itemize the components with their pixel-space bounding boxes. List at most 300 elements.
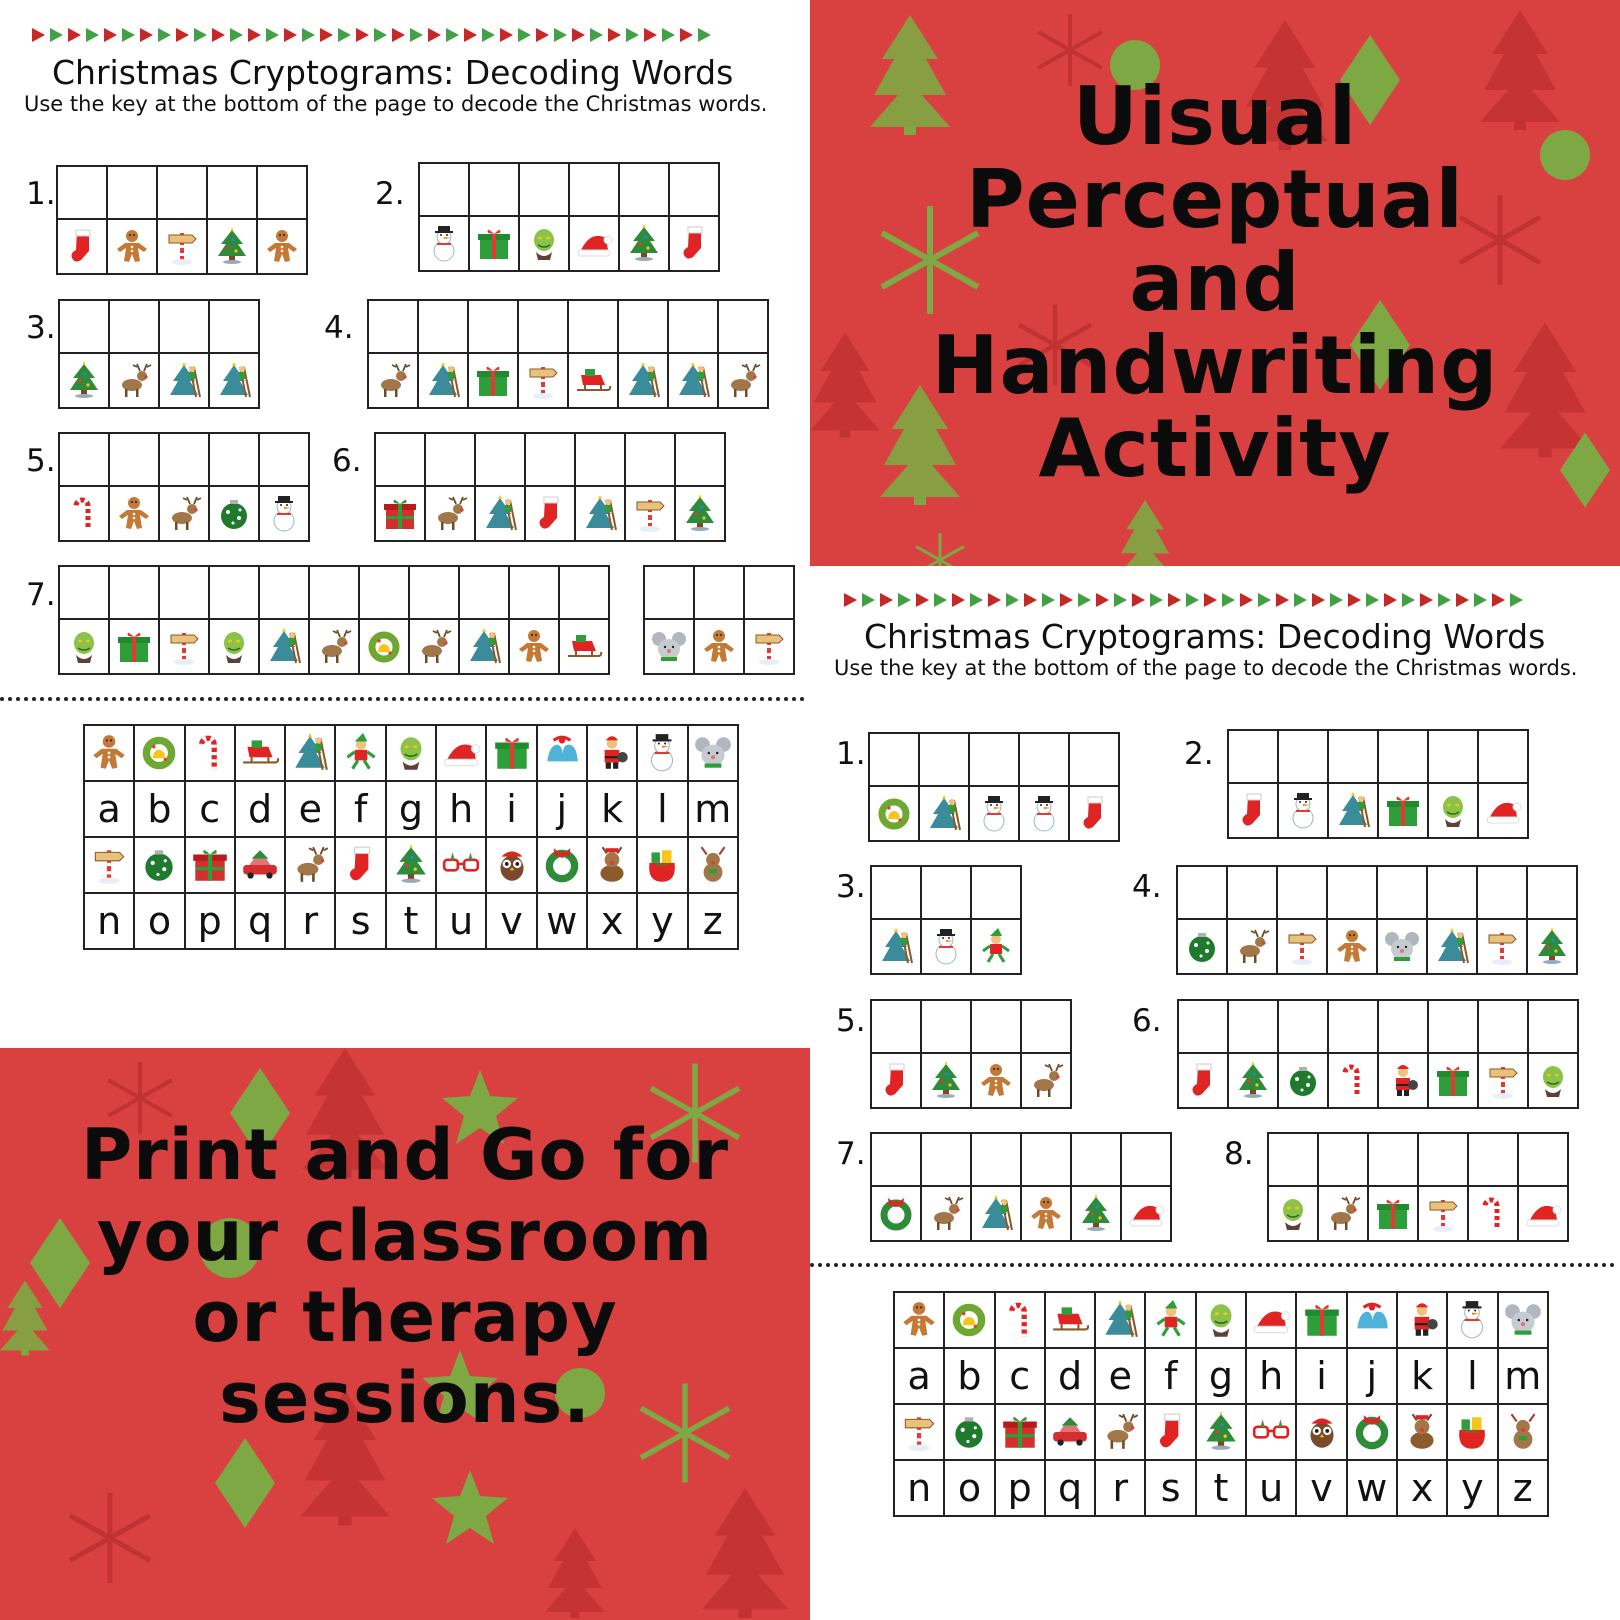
answer-box[interactable] (569, 299, 619, 354)
key-letter (1146, 1461, 1196, 1517)
bells-icon (1348, 1293, 1398, 1349)
key-letter (1297, 1349, 1347, 1405)
answer-box[interactable] (1070, 732, 1120, 787)
key-letter (538, 782, 588, 838)
answer-box[interactable] (369, 299, 419, 354)
key-letter (387, 894, 437, 950)
elf-icon (1146, 1293, 1196, 1349)
gift-icon (469, 354, 519, 409)
answer-box[interactable] (258, 165, 308, 220)
answer-box[interactable] (1122, 1132, 1172, 1187)
key-letter (996, 1461, 1046, 1517)
key-letter-text: l (657, 787, 668, 831)
stocking-icon (336, 838, 386, 894)
triangle-decoration (410, 28, 423, 42)
key-letter (1247, 1461, 1297, 1517)
answer-box[interactable] (310, 565, 360, 620)
key-letter-text: h (449, 787, 474, 831)
mouse-icon (645, 620, 695, 675)
key-letter-text: a (907, 1354, 931, 1398)
answer-box[interactable] (1479, 999, 1529, 1054)
triangle-decoration (176, 28, 189, 42)
answer-box[interactable] (920, 732, 970, 787)
wreath-bells-icon (945, 1293, 995, 1349)
gift-icon (470, 217, 520, 272)
red-gift-icon (996, 1405, 1046, 1461)
key-letter-text: j (556, 787, 568, 831)
puzzle-word (367, 299, 769, 409)
answer-box[interactable] (872, 1132, 922, 1187)
triangle-decoration (1042, 593, 1055, 607)
triangle-decoration (590, 28, 603, 42)
answer-box[interactable] (1229, 729, 1279, 784)
answer-box[interactable] (626, 432, 676, 487)
answer-box[interactable] (695, 565, 745, 620)
answer-box[interactable] (110, 432, 160, 487)
answer-box[interactable] (870, 732, 920, 787)
answer-box[interactable] (60, 299, 110, 354)
reindeer-icon (110, 354, 160, 409)
puzzle-number: 7. (836, 1136, 866, 1172)
candy-cane-icon (60, 487, 110, 542)
wreath-bells-icon (870, 787, 920, 842)
answer-box[interactable] (376, 432, 426, 487)
answer-box[interactable] (476, 432, 526, 487)
answer-box[interactable] (570, 162, 620, 217)
key-letter (638, 894, 688, 950)
answer-box[interactable] (1229, 999, 1279, 1054)
key-letter (1046, 1349, 1096, 1405)
answer-box[interactable] (1479, 729, 1529, 784)
key-letter-text: y (1461, 1466, 1484, 1510)
answer-box[interactable] (60, 432, 110, 487)
snowman-icon (638, 726, 688, 782)
key-letter (236, 894, 286, 950)
key-letter (437, 894, 487, 950)
grinch-icon (520, 217, 570, 272)
reindeer-icon (1228, 920, 1278, 975)
grinch-icon (1197, 1293, 1247, 1349)
answer-box[interactable] (526, 432, 576, 487)
key-letter-text: i (1316, 1354, 1327, 1398)
answer-box[interactable] (210, 299, 260, 354)
answer-box[interactable] (60, 565, 110, 620)
answer-box[interactable] (1469, 1132, 1519, 1187)
tree-icon (620, 217, 670, 272)
elf-ladder-icon (476, 487, 526, 542)
answer-box[interactable] (1428, 865, 1478, 920)
answer-box[interactable] (208, 165, 258, 220)
answer-box[interactable] (160, 565, 210, 620)
answer-box[interactable] (520, 162, 570, 217)
answer-box[interactable] (1072, 1132, 1122, 1187)
answer-box[interactable] (1329, 729, 1379, 784)
triangle-decoration (662, 28, 675, 42)
answer-box[interactable] (745, 565, 795, 620)
answer-box[interactable] (719, 299, 769, 354)
key-letter-text: n (907, 1466, 932, 1510)
answer-box[interactable] (210, 565, 260, 620)
triangle-decoration (1276, 593, 1289, 607)
puzzle-number: 5. (26, 443, 56, 479)
car-tree-icon (1046, 1405, 1096, 1461)
background-decoration (1110, 500, 1180, 566)
gingerbread-icon (108, 220, 158, 275)
dotted-divider (0, 697, 805, 701)
answer-box[interactable] (1228, 865, 1278, 920)
santa-hat-icon (1247, 1293, 1297, 1349)
signpost-icon (519, 354, 569, 409)
triangle-decoration (1366, 593, 1379, 607)
key-letter-text: v (1310, 1466, 1333, 1510)
gingerbread-icon (895, 1293, 945, 1349)
key-letter (1096, 1349, 1146, 1405)
wreath-bells-icon (135, 726, 185, 782)
answer-box[interactable] (260, 565, 310, 620)
key-letter (286, 782, 336, 838)
key-letter-text: m (1504, 1354, 1542, 1398)
santa-sack-icon (638, 838, 688, 894)
answer-box[interactable] (1529, 999, 1579, 1054)
stocking-icon (58, 220, 108, 275)
sleigh-icon (560, 620, 610, 675)
mouse-icon (1499, 1293, 1549, 1349)
headline-line: and (1129, 236, 1301, 329)
key-letter (1448, 1349, 1498, 1405)
key-letter-text: z (702, 899, 723, 943)
answer-box[interactable] (619, 299, 669, 354)
triangle-decoration (1474, 593, 1487, 607)
puzzle-number: 1. (836, 736, 866, 772)
answer-box[interactable] (58, 165, 108, 220)
triangle-decoration (356, 28, 369, 42)
triangle-decoration (1492, 593, 1505, 607)
triangle-decoration (1006, 593, 1019, 607)
worksheet-top (0, 0, 810, 1048)
santa-hat-icon (1519, 1187, 1569, 1242)
background-decoration (540, 1528, 610, 1618)
santa-hat-icon (437, 726, 487, 782)
grinch-icon (60, 620, 110, 675)
puzzle-number: 8. (1224, 1136, 1254, 1172)
answer-box[interactable] (1319, 1132, 1369, 1187)
answer-box[interactable] (1369, 1132, 1419, 1187)
triangle-decoration (68, 28, 81, 42)
red-gift-icon (186, 838, 236, 894)
worksheet-bottom (810, 566, 1620, 1620)
triangle-decoration (32, 28, 45, 42)
answer-box[interactable] (676, 432, 726, 487)
headline-line: Activity (1038, 402, 1392, 495)
santa-icon (1379, 1054, 1429, 1109)
triangle-decoration (194, 28, 207, 42)
triangle-decoration (1438, 593, 1451, 607)
promo-headline (0, 1115, 810, 1439)
answer-box[interactable] (158, 165, 208, 220)
owl-icon (487, 838, 537, 894)
signpost-icon (1479, 1054, 1529, 1109)
answer-box[interactable] (1022, 999, 1072, 1054)
triangle-decoration (104, 28, 117, 42)
tree-icon (60, 354, 110, 409)
triangle-decoration (626, 28, 639, 42)
candy-cane-icon (1329, 1054, 1379, 1109)
triangle-decoration (1312, 593, 1325, 607)
answer-box[interactable] (420, 162, 470, 217)
elf-ladder-icon (1329, 784, 1379, 839)
key-letter-text: n (97, 899, 122, 943)
background-decoration (215, 1438, 275, 1528)
key-letter-text: j (1366, 1354, 1378, 1398)
candy-cane-icon (996, 1293, 1046, 1349)
triangle-decoration (1168, 593, 1181, 607)
headline-line: Perceptual (966, 153, 1464, 246)
red-gift-icon (376, 487, 426, 542)
answer-box[interactable] (470, 162, 520, 217)
key-letter-text: h (1259, 1354, 1284, 1398)
key-letter (689, 782, 739, 838)
answer-box[interactable] (972, 1132, 1022, 1187)
answer-box[interactable] (260, 432, 310, 487)
tree-icon (676, 487, 726, 542)
gift-icon (1429, 1054, 1479, 1109)
tree-icon (1197, 1405, 1247, 1461)
answer-box[interactable] (1022, 1132, 1072, 1187)
elf-ladder-icon (419, 354, 469, 409)
tree-icon (922, 1054, 972, 1109)
answer-box[interactable] (576, 432, 626, 487)
answer-box[interactable] (1279, 729, 1329, 784)
triangle-decoration (1114, 593, 1127, 607)
triangle-decoration (536, 28, 549, 42)
gingerbread-icon (110, 487, 160, 542)
triangle-decoration (1132, 593, 1145, 607)
triangle-decoration (266, 28, 279, 42)
key-letter (945, 1461, 995, 1517)
key-letter-text: l (1467, 1354, 1478, 1398)
key-letter (387, 782, 437, 838)
key-letter (85, 782, 135, 838)
key-letter (135, 782, 185, 838)
answer-box[interactable] (510, 565, 560, 620)
gift-icon (487, 726, 537, 782)
answer-box[interactable] (1269, 1132, 1319, 1187)
tree-icon (387, 838, 437, 894)
answer-box[interactable] (519, 299, 569, 354)
ornament-icon (135, 838, 185, 894)
puzzle-number: 3. (836, 869, 866, 905)
elf-ladder-icon (972, 1187, 1022, 1242)
triangle-decoration (1294, 593, 1307, 607)
elf-ladder-icon (576, 487, 626, 542)
answer-box[interactable] (970, 732, 1020, 787)
gingerbread-icon (695, 620, 745, 675)
snowman-icon (260, 487, 310, 542)
answer-box[interactable] (108, 165, 158, 220)
answer-box[interactable] (160, 432, 210, 487)
elf-ladder-icon (260, 620, 310, 675)
puzzle-word (58, 432, 310, 542)
answer-box[interactable] (1429, 999, 1479, 1054)
cipher-key (893, 1291, 1549, 1517)
gift-icon (110, 620, 160, 675)
key-letter-text: s (1160, 1466, 1181, 1510)
signpost-icon (626, 487, 676, 542)
elf-ladder-icon (160, 354, 210, 409)
snowman-icon (922, 920, 972, 975)
answer-box[interactable] (1179, 999, 1229, 1054)
worksheet-title: Christmas Cryptograms: Decoding Words (864, 617, 1546, 656)
answer-box[interactable] (1478, 865, 1528, 920)
answer-box[interactable] (1419, 1132, 1469, 1187)
key-letter-text: p (1007, 1466, 1032, 1510)
answer-box[interactable] (110, 299, 160, 354)
key-letter-text: k (601, 787, 624, 831)
puzzle-number: 7. (26, 577, 56, 613)
answer-box[interactable] (1528, 865, 1578, 920)
puzzle-word (643, 565, 795, 675)
answer-box[interactable] (160, 299, 210, 354)
answer-box[interactable] (872, 999, 922, 1054)
key-letter (638, 782, 688, 838)
answer-box[interactable] (972, 999, 1022, 1054)
key-letter-text: q (247, 899, 273, 943)
grinch-icon (1529, 1054, 1579, 1109)
triangle-decoration (1186, 593, 1199, 607)
answer-box[interactable] (1278, 865, 1328, 920)
answer-box[interactable] (645, 565, 695, 620)
wreath-icon (1348, 1405, 1398, 1461)
key-letter-text: f (353, 787, 368, 831)
puzzle-word (870, 865, 1022, 975)
elf-ladder-icon (210, 354, 260, 409)
answer-box[interactable] (1178, 865, 1228, 920)
answer-box[interactable] (972, 865, 1022, 920)
answer-box[interactable] (669, 299, 719, 354)
triangle-decoration (1420, 593, 1433, 607)
snowman-icon (420, 217, 470, 272)
key-letter-text: p (197, 899, 222, 943)
key-letter-text: e (1108, 1354, 1133, 1398)
answer-box[interactable] (210, 432, 260, 487)
answer-box[interactable] (872, 865, 922, 920)
answer-box[interactable] (110, 565, 160, 620)
key-letter-text: o (147, 899, 172, 943)
answer-box[interactable] (460, 565, 510, 620)
key-letter (996, 1349, 1046, 1405)
answer-box[interactable] (1279, 999, 1329, 1054)
puzzle-number: 1. (26, 176, 56, 212)
stocking-icon (670, 217, 720, 272)
reindeer-icon (286, 838, 336, 894)
key-letter (186, 782, 236, 838)
santa-icon (588, 726, 638, 782)
answer-box[interactable] (1328, 865, 1378, 920)
stocking-icon (1070, 787, 1120, 842)
triangle-decoration (1096, 593, 1109, 607)
reindeer-icon (1096, 1405, 1146, 1461)
key-letter (487, 782, 537, 838)
stocking-icon (1146, 1405, 1196, 1461)
stocking-icon (1179, 1054, 1229, 1109)
grinch-icon (387, 726, 437, 782)
gingerbread-icon (1022, 1187, 1072, 1242)
answer-box[interactable] (410, 565, 460, 620)
triangle-decoration (320, 28, 333, 42)
puzzle-word (1176, 865, 1578, 975)
answer-box[interactable] (620, 162, 670, 217)
answer-box[interactable] (1020, 732, 1070, 787)
answer-box[interactable] (1379, 729, 1429, 784)
key-letter-text: d (1057, 1354, 1083, 1398)
answer-box[interactable] (1429, 729, 1479, 784)
key-letter-text: i (506, 787, 517, 831)
headline-line: Handwriting (931, 319, 1499, 412)
tree-icon (1229, 1054, 1279, 1109)
headline-line: or therapy (192, 1276, 618, 1358)
answer-box[interactable] (1329, 999, 1379, 1054)
triangle-decoration (1456, 593, 1469, 607)
answer-box[interactable] (1379, 999, 1429, 1054)
cipher-key (83, 724, 739, 950)
answer-box[interactable] (426, 432, 476, 487)
key-letter (1448, 1461, 1498, 1517)
triangle-decoration (1240, 593, 1253, 607)
triangle-decoration (284, 28, 297, 42)
answer-box[interactable] (922, 999, 972, 1054)
gingerbread-icon (972, 1054, 1022, 1109)
stocking-icon (872, 1054, 922, 1109)
key-letter (945, 1349, 995, 1405)
answer-box[interactable] (1378, 865, 1428, 920)
answer-box[interactable] (922, 865, 972, 920)
key-letter-text: v (500, 899, 523, 943)
headline-line: your classroom (96, 1195, 714, 1277)
key-letter (588, 782, 638, 838)
triangle-decoration (248, 28, 261, 42)
reindeer-icon (1319, 1187, 1369, 1242)
key-letter-text: t (403, 899, 419, 943)
triangle-decoration (500, 28, 513, 42)
key-letter-text: b (957, 1354, 982, 1398)
puzzle-word (418, 162, 720, 272)
answer-box[interactable] (469, 299, 519, 354)
key-letter (85, 894, 135, 950)
key-letter (336, 782, 386, 838)
answer-box[interactable] (560, 565, 610, 620)
answer-box[interactable] (360, 565, 410, 620)
triangle-decoration (1222, 593, 1235, 607)
triangle-decoration (970, 593, 983, 607)
decorative-border (844, 593, 1523, 607)
triangle-decoration (572, 28, 585, 42)
answer-box[interactable] (922, 1132, 972, 1187)
sleigh-icon (569, 354, 619, 409)
snowman-icon (1448, 1293, 1498, 1349)
mouse-icon (689, 726, 739, 782)
key-letter (538, 894, 588, 950)
triangle-decoration (446, 28, 459, 42)
answer-box[interactable] (1519, 1132, 1569, 1187)
answer-box[interactable] (419, 299, 469, 354)
reindeer-sitting-icon (1398, 1405, 1448, 1461)
puzzle-word (870, 999, 1072, 1109)
answer-box[interactable] (670, 162, 720, 217)
ornament-icon (1178, 920, 1228, 975)
puzzle-word (56, 165, 308, 275)
key-letter (1398, 1461, 1448, 1517)
reindeer-icon (410, 620, 460, 675)
